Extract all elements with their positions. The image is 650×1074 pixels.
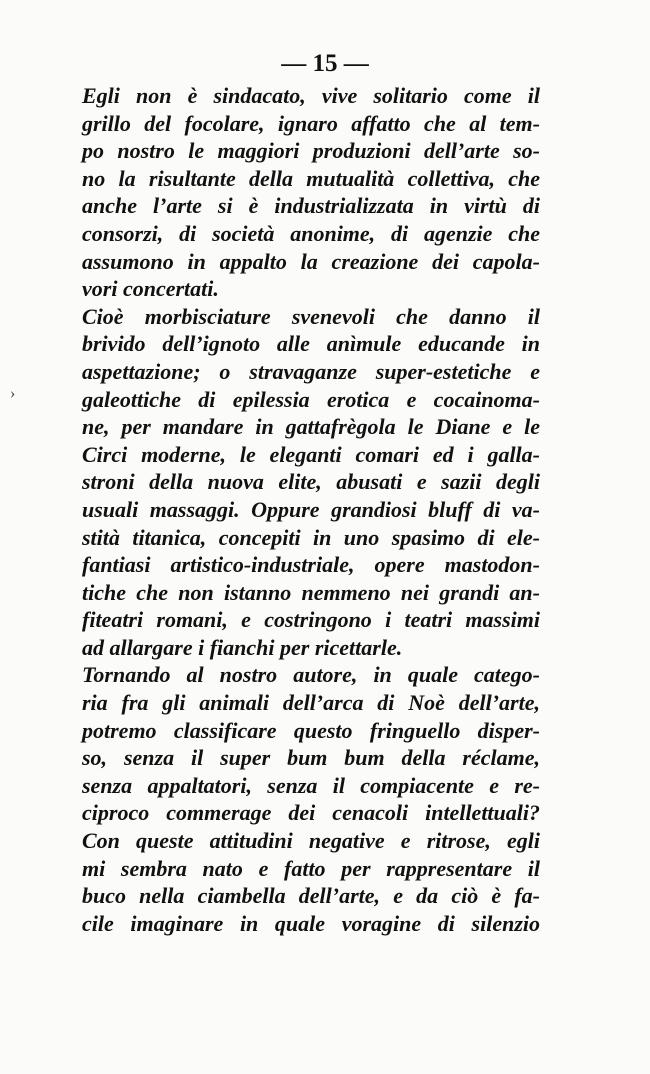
text-line: Con queste attitudini negative e ritrose, egli [82,828,540,854]
text-line: consorzi, di società anonime, di agenzie che [82,220,540,246]
text-line: tiche che non istanno nemmeno nei grandi an- [82,579,540,605]
text-line: assumono in appalto la creazione dei capola- [82,248,540,274]
text-line: Egli non è sindacato, vive solitario come il [82,83,540,108]
text-line: ad allargare i fianchi per ricettarle. [82,634,403,660]
text-line: Tornando al nostro autore, in quale catego- [82,662,540,688]
text-line: vori concertati. [82,276,219,302]
text-line: ciproco commerage dei cenacoli intellettuali? [82,800,540,826]
text-line: fantiasi artistico-industriale, opere mastodon- [82,552,540,578]
text-line: no la risultante della mutualità collettiva, che [82,165,540,191]
text-line: stroni della nuova elite, abusati e sazii degli [82,469,540,495]
text-line: usuali massaggi. Oppure grandiosi bluff di va- [82,496,540,522]
text-line: Circi moderne, le eleganti comari ed i galla- [82,441,540,467]
text-line: grillo del focolare, ignaro affatto che al tem- [82,110,540,136]
text-line: ria fra gli animali dell’arca di Noè dell’arte, [82,690,540,716]
text-line: po nostro le maggiori produzioni dell’arte so- [82,138,540,164]
text-line: cile imaginare in quale voragine di silenzio [82,910,540,936]
text-line: anche l’arte si è industrializzata in virtù di [82,193,540,219]
margin-mark: › [10,385,16,402]
text-line: stità titanica, concepiti in uno spasimo di ele- [82,524,540,550]
text-line: buco nella ciambella dell’arte, e da ciò è fa- [82,883,540,909]
text-line: so, senza il super bum bum della réclame, [82,745,540,771]
text-line: senza appaltatori, senza il compiacente e re- [82,772,540,798]
body-text [82,82,540,937]
text-line: Cioè morbisciature svenevoli che danno il [82,303,540,329]
text-line: fiteatri romani, e costringono i teatri massimi [82,607,540,633]
text-line: galeottiche di epilessia erotica e cocainoma- [82,386,540,412]
page-number: — 15 — [281,50,369,77]
text-line: ne, per mandare in gattafrègola le Diane e le [82,414,540,440]
text-line: potremo classificare questo fringuello disper- [82,717,540,743]
text-line: aspettazione; o stravaganze super-estetiche e [82,358,540,384]
text-line: brivido dell’ignoto alle anìmule educande in [82,331,540,357]
text-line: mi sembra nato e fatto per rappresentare il [82,855,540,881]
